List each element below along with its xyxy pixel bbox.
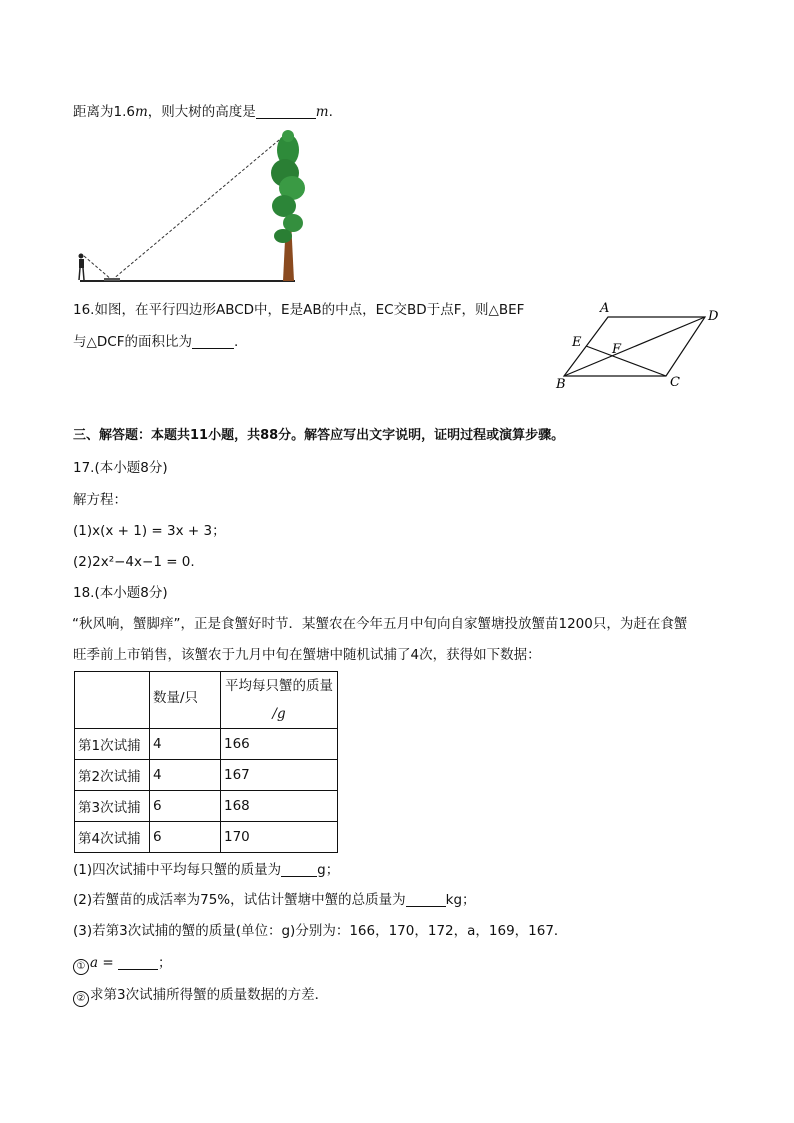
table-row: 第4次试捕 6 170 xyxy=(75,822,338,853)
q18-paragraph-line1: “秋风响，蟹脚痒”，正是食蟹好时节．某蟹农在今年五月中旬向自家蟹塘投放蟹苗1200只，为赶在食蟹 xyxy=(72,616,688,632)
person-figure xyxy=(79,254,85,281)
tree xyxy=(271,130,305,281)
label-d: D xyxy=(708,309,719,324)
circled-number-2: ② xyxy=(73,991,89,1007)
table-header-cell: 平均每只蟹的质量 /g xyxy=(221,672,338,729)
answer-blank[interactable] xyxy=(192,334,234,349)
parallelogram-figure xyxy=(550,296,730,396)
q18-sub3: (3)若第3次试捕的蟹的质量(单位：g)分别为：166，170，172，a，169，167． xyxy=(73,923,568,939)
table-header-row xyxy=(75,672,338,729)
label-c: C xyxy=(670,375,680,390)
mirror xyxy=(104,278,120,281)
label-a: A xyxy=(600,301,610,316)
table-header-cell xyxy=(75,672,150,729)
tree-figure xyxy=(70,128,310,288)
q17-eq2: (2)2x²−4x−1 = 0. xyxy=(73,554,195,570)
label-f: F xyxy=(612,342,622,357)
diagonal-bd xyxy=(564,317,705,376)
table-row: 第1次试捕 4 166 xyxy=(75,729,338,760)
crab-data-table xyxy=(74,671,338,853)
q18-sub3a: ① a = ； xyxy=(73,953,171,975)
sight-line-tree xyxy=(112,135,285,280)
q18-paragraph-line2: 旺季前上市销售，该蟹农于九月中旬在蟹塘中随机试捕了4次，获得如下数据： xyxy=(73,647,541,663)
table-row: 第2次试捕 4 167 xyxy=(75,760,338,791)
table-row: 第3次试捕 6 168 xyxy=(75,791,338,822)
table-header-cell: 数量/只 xyxy=(150,672,221,729)
label-e: E xyxy=(572,335,582,350)
sight-line-person xyxy=(84,256,112,280)
answer-blank[interactable] xyxy=(256,104,316,119)
q18-header: 18.(本小题8分) xyxy=(73,585,168,601)
circled-number-1: ① xyxy=(73,959,89,975)
answer-blank[interactable] xyxy=(118,955,158,970)
q17-intro: 解方程： xyxy=(73,492,127,508)
q18-sub1: (1)四次试捕中平均每只蟹的质量为 g； xyxy=(73,862,340,878)
q16-line2: 与△DCF的面积比为 . xyxy=(73,334,239,350)
answer-blank[interactable] xyxy=(281,862,317,877)
answer-blank[interactable] xyxy=(406,892,446,907)
section-3-header: 三、解答题：本题共11小题，共88分。解答应写出文字说明，证明过程或演算步骤。 xyxy=(73,428,565,443)
q15-tail-line: 距离为1.6m，则大树的高度是 m. xyxy=(73,104,333,120)
q17-eq1: (1)x(x + 1) = 3x + 3； xyxy=(73,523,226,539)
label-b: B xyxy=(556,377,566,392)
q18-sub2: (2)若蟹苗的成活率为75%，试估计蟹塘中蟹的总质量为 kg； xyxy=(73,892,476,908)
q16-line1: 16.如图，在平行四边形ABCD中，E是AB的中点，EC交BD于点F，则△BEF xyxy=(73,302,525,318)
q17-header: 17.(本小题8分) xyxy=(73,460,168,476)
q18-sub3b: ② 求第3次试捕所得蟹的质量数据的方差． xyxy=(73,985,328,1007)
